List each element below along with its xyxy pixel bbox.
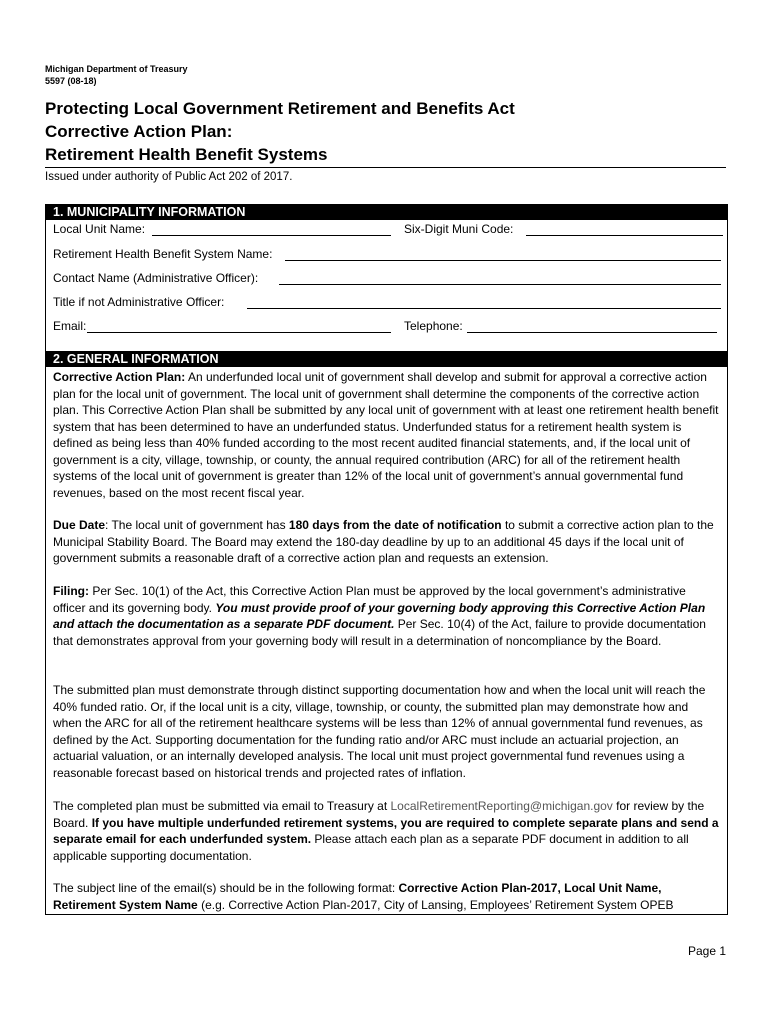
authority-note: Issued under authority of Public Act 202 of 2017. (45, 171, 293, 183)
telephone-label: Telephone: (404, 319, 463, 333)
system-name-field[interactable] (285, 260, 721, 261)
due-date-text-1: : The local unit of government has (105, 518, 289, 532)
email-field[interactable] (87, 332, 391, 333)
email-label: Email: (53, 319, 87, 333)
section-2-heading: 2. GENERAL INFORMATION (45, 351, 728, 367)
due-date-paragraph (53, 517, 719, 567)
title-field[interactable] (247, 308, 721, 309)
funding-paragraph (53, 682, 719, 781)
submission-text-3: Please attach each plan as a separate PDF document in addition to all applicable supporting documentation. (53, 832, 689, 863)
due-date-emphasis: 180 days from the date of notification (288, 518, 502, 532)
submission-paragraph (53, 798, 719, 864)
submission-text-1: The completed plan must be submitted via email to Treasury at (53, 799, 391, 813)
contact-name-label: Contact Name (Administrative Officer): (53, 271, 259, 285)
muni-code-label: Six-Digit Muni Code: (404, 222, 514, 236)
page-number: Page 1 (688, 944, 727, 958)
contact-name-field[interactable] (279, 284, 721, 285)
treasury-email-link[interactable]: LocalRetirementReporting@michigan.gov (390, 799, 613, 813)
subject-text-1: The subject line of the email(s) should be in the following format: (53, 881, 399, 895)
corrective-action-plan-paragraph (53, 369, 719, 501)
title-divider (45, 167, 726, 168)
system-name-label: Retirement Health Benefit System Name: (53, 247, 273, 261)
funding-text: The submitted plan must demonstrate through distinct supporting documentation how and when the local unit will reach the 40% funded ratio. Or, if the local unit is a city, village, township, or county, the submitted plan may demonstrate how and when the ARC for all of the retirement healthcare systems will be less than 12% of annual governmental fund revenues, as defined by the Act. Supporting documentation for the funding ratio and/or ARC must include an actuarial projection, an actuarial valuation, or an internally developed analysis. The local unit must project governmental fund revenues using a reasonable forecast based on historical trends and projected rates of inflation. (53, 683, 706, 780)
section-1-heading: 1. MUNICIPALITY INFORMATION (45, 204, 728, 220)
title-line-2: Corrective Action Plan: (45, 122, 233, 141)
due-date-text-2: to submit a corrective action plan to the Municipal Stability Board. The Board may extend the 180-day deadline by up to an additional 45 days if the local unit of government submits a reasonable draft of a corrective action plan and requests an extension. (53, 518, 714, 565)
title-label: Title if not Administrative Officer: (53, 295, 225, 309)
local-unit-name-label: Local Unit Name: (53, 222, 146, 236)
muni-code-field[interactable] (526, 235, 723, 236)
subject-text-2: (e.g. Corrective Action Plan-2017, City of Lansing, Employees’ Retirement System OPEB (197, 897, 674, 912)
submission-emphasis: If you have multiple underfunded retirement systems, you are required to complete separate plans and send a separate email for each underfunded system. (53, 815, 719, 846)
filing-emphasis: You must provide proof of your governing body approving this Corrective Action Plan and attach the documentation as a separate PDF document. (53, 600, 706, 631)
filing-lead: Filing: (53, 584, 89, 598)
title-line-3: Retirement Health Benefit Systems (45, 145, 328, 164)
document-title (45, 97, 515, 166)
filing-text-2: Per Sec. 10(4) of the Act, failure to provide documentation that demonstrates approval from your governing body will result in a determination of noncompliance by the Board. (53, 617, 706, 648)
local-unit-name-field[interactable] (152, 235, 391, 236)
cap-lead: Corrective Action Plan: (53, 370, 186, 384)
submission-text-2: for review by the Board. (53, 799, 705, 830)
filing-paragraph (53, 583, 719, 649)
due-date-lead: Due Date (53, 518, 106, 532)
subject-line-paragraph (53, 880, 719, 913)
form-number: 5597 (08-18) (45, 76, 97, 86)
telephone-field[interactable] (467, 332, 717, 333)
filing-text-1: Per Sec. 10(1) of the Act, this Corrective Action Plan must be approved by the local government’s administrative officer and its governing body. (53, 584, 686, 615)
agency-name: Michigan Department of Treasury (45, 64, 188, 74)
title-line-1: Protecting Local Government Retirement and Benefits Act (45, 99, 515, 118)
agency-header (45, 63, 188, 87)
subject-format: Corrective Action Plan-2017, Local Unit Name, Retirement System Name (53, 881, 662, 912)
cap-text: An underfunded local unit of government shall develop and submit for approval a corrective action plan for the local unit of government. The local unit of government shall determine the components of the corrective action plan. This Corrective Action Plan shall be submitted by any local unit of government with at least one retirement health benefit system that has been determined to have an underfunded status. Underfunded status for a retirement health system is defined as being less than 40% funded according to the most recent audited financial statements, and, if the local unit of government is a city, village, township, or county, the annual required contribution (ARC) for all of the retirement health systems of the local unit of government is greater than 12% of the local unit of government’s annual governmental fund revenues, based on the most recent fiscal year. (53, 370, 719, 500)
